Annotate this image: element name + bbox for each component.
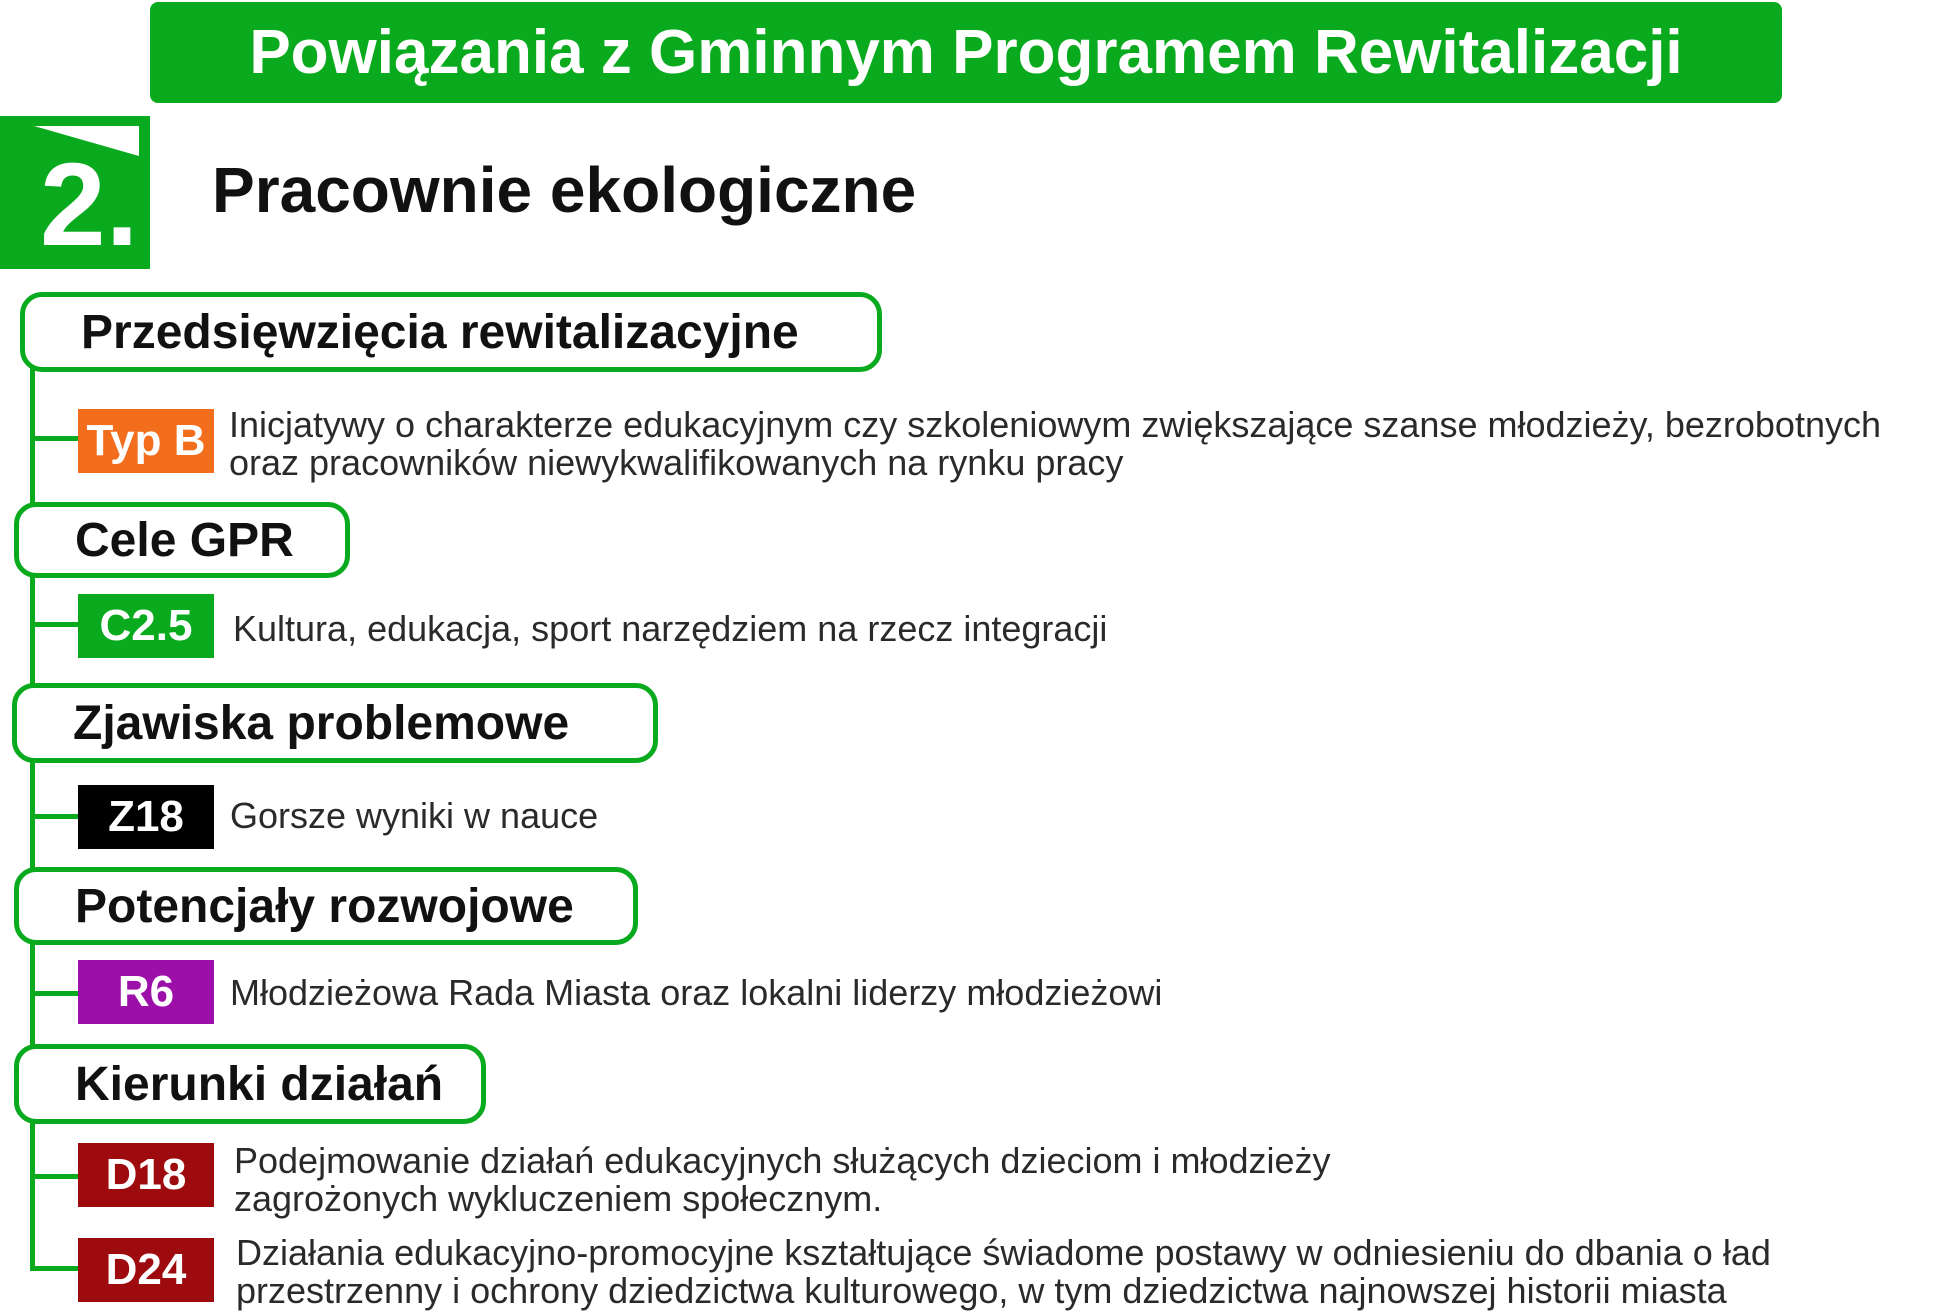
section-title-kierunki: Kierunki działań	[14, 1044, 486, 1124]
number-badge	[0, 116, 150, 269]
code-badge-d24: D24	[78, 1238, 214, 1302]
code-badge-z18: Z18	[78, 785, 214, 849]
number-label: 2.	[40, 139, 139, 269]
page-heading: Pracownie ekologiczne	[212, 154, 917, 226]
item-description: Działania edukacyjno-promocyjne kształtujące świadome postawy w odniesieniu do dbania o ład przestrzenny i ochrony dziedzictwa kulturowego, w tym dziedzictwa najnowszej historii miasta	[236, 1232, 1771, 1311]
section-title-przedsiewziecia: Przedsięwzięcia rewitalizacyjne	[20, 292, 882, 372]
section-title-cele: Cele GPR	[14, 502, 350, 578]
item-description: Kultura, edukacja, sport narzędziem na rzecz integracji	[233, 608, 1108, 649]
code-badge-d18: D18	[78, 1143, 214, 1207]
banner-title: Powiązania z Gminnym Programem Rewitalizacji	[150, 2, 1782, 103]
section-title-zjawiska: Zjawiska problemowe	[12, 683, 658, 763]
branch-line	[30, 1266, 82, 1271]
branch-line	[30, 991, 82, 996]
branch-line	[30, 622, 82, 627]
branch-line	[30, 436, 82, 441]
item-description: Młodzieżowa Rada Miasta oraz lokalni liderzy młodzieżowi	[230, 972, 1163, 1013]
code-badge-r6: R6	[78, 960, 214, 1024]
tree-spine	[30, 330, 35, 1270]
item-description: Podejmowanie działań edukacyjnych służących dzieciom i młodzieży zagrożonych wykluczeniem społecznym.	[234, 1140, 1331, 1219]
section-title-potencjaly: Potencjały rozwojowe	[14, 867, 638, 945]
code-badge-typ-b: Typ B	[78, 409, 214, 473]
code-badge-c2-5: C2.5	[78, 594, 214, 658]
branch-line	[30, 814, 82, 819]
item-description: Inicjatywy o charakterze edukacyjnym czy szkoleniowym zwiększające szanse młodzieży, bezrobotnych oraz pracowników niewykwalifikowanych na rynku pracy	[229, 404, 1881, 483]
branch-line	[30, 1174, 82, 1179]
item-description: Gorsze wyniki w nauce	[230, 795, 599, 836]
